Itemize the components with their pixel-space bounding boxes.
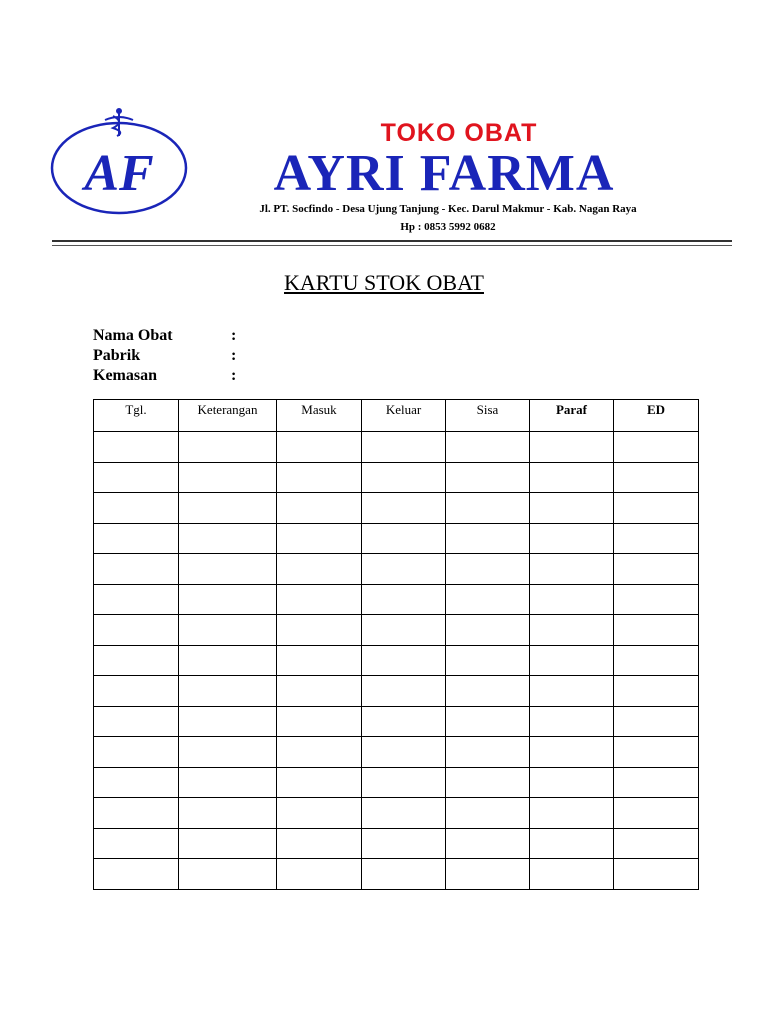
- table-cell: [530, 493, 614, 524]
- table-cell: [179, 706, 277, 737]
- table-cell: [179, 828, 277, 859]
- table-cell: [277, 828, 362, 859]
- table-cell: [446, 584, 530, 615]
- field-label: Pabrik: [93, 347, 141, 364]
- table-cell: [179, 432, 277, 463]
- table-cell: [530, 676, 614, 707]
- table-cell: [530, 523, 614, 554]
- table-row: [94, 859, 699, 890]
- header-paraf: Paraf: [530, 400, 614, 432]
- table-cell: [277, 615, 362, 646]
- shop-address: Jl. PT. Socfindo - Desa Ujung Tanjung - Kec. Darul Makmur - Kab. Nagan Raya: [259, 203, 637, 215]
- table-cell: [362, 432, 446, 463]
- table-cell: [179, 615, 277, 646]
- table-cell: [614, 462, 699, 493]
- table-cell: [614, 493, 699, 524]
- header-tgl: Tgl.: [94, 400, 179, 432]
- table-cell: [94, 462, 179, 493]
- field-label: Nama Obat: [93, 327, 173, 344]
- table-cell: [362, 615, 446, 646]
- table-cell: [530, 615, 614, 646]
- table-body: [94, 432, 699, 890]
- table-row: [94, 706, 699, 737]
- table-cell: [94, 554, 179, 585]
- pharmacy-logo: [49, 106, 191, 216]
- header-sisa: Sisa: [446, 400, 530, 432]
- table-cell: [614, 828, 699, 859]
- table-cell: [530, 462, 614, 493]
- table-cell: [94, 798, 179, 829]
- table-cell: [94, 737, 179, 768]
- table-cell: [614, 798, 699, 829]
- table-cell: [530, 584, 614, 615]
- table-cell: [614, 737, 699, 768]
- table-cell: [179, 676, 277, 707]
- table-cell: [277, 462, 362, 493]
- table-cell: [179, 859, 277, 890]
- table-cell: [446, 645, 530, 676]
- table-row: [94, 737, 699, 768]
- table-cell: [530, 798, 614, 829]
- table-row: [94, 828, 699, 859]
- letterhead-divider-thin: [52, 245, 732, 246]
- header-keterangan: Keterangan: [179, 400, 277, 432]
- table-cell: [179, 767, 277, 798]
- table-cell: [614, 645, 699, 676]
- field-kemasan: [93, 366, 236, 386]
- table-cell: [277, 432, 362, 463]
- table-cell: [94, 493, 179, 524]
- table-cell: [179, 645, 277, 676]
- logo-monogram: AF: [84, 145, 154, 202]
- table-cell: [614, 859, 699, 890]
- shop-type: TOKO OBAT: [380, 119, 538, 147]
- shop-name: AYRI FARMA: [273, 145, 615, 202]
- table-cell: [614, 554, 699, 585]
- table-cell: [530, 645, 614, 676]
- table-cell: [362, 554, 446, 585]
- table-cell: [530, 706, 614, 737]
- table-cell: [277, 676, 362, 707]
- table-cell: [94, 706, 179, 737]
- table-row: [94, 767, 699, 798]
- table-cell: [362, 767, 446, 798]
- table-cell: [277, 523, 362, 554]
- table-cell: [614, 706, 699, 737]
- table-row: [94, 554, 699, 585]
- table-cell: [446, 676, 530, 707]
- table-cell: [277, 798, 362, 829]
- stock-table: [93, 399, 699, 890]
- letterhead-divider: [52, 240, 732, 242]
- table-cell: [179, 523, 277, 554]
- table-cell: [446, 462, 530, 493]
- table-row: [94, 584, 699, 615]
- table-cell: [614, 584, 699, 615]
- table-cell: [277, 493, 362, 524]
- table-cell: [614, 676, 699, 707]
- table-row: [94, 645, 699, 676]
- table-cell: [530, 554, 614, 585]
- table-row: [94, 798, 699, 829]
- table-cell: [362, 706, 446, 737]
- table-cell: [277, 737, 362, 768]
- table-cell: [362, 798, 446, 829]
- table-cell: [362, 584, 446, 615]
- table-header-row: [94, 400, 699, 432]
- table-cell: [277, 645, 362, 676]
- table-cell: [94, 615, 179, 646]
- table-cell: [94, 828, 179, 859]
- table-cell: [446, 798, 530, 829]
- table-cell: [446, 432, 530, 463]
- table-cell: [94, 432, 179, 463]
- table-cell: [530, 737, 614, 768]
- header-masuk: Masuk: [277, 400, 362, 432]
- table-cell: [277, 554, 362, 585]
- field-label: Kemasan: [93, 367, 157, 384]
- table-cell: [94, 767, 179, 798]
- table-cell: [614, 432, 699, 463]
- table-row: [94, 462, 699, 493]
- table-cell: [94, 523, 179, 554]
- header-keluar: Keluar: [362, 400, 446, 432]
- table-cell: [179, 462, 277, 493]
- table-cell: [530, 828, 614, 859]
- table-cell: [277, 584, 362, 615]
- table-cell: [362, 859, 446, 890]
- table-cell: [614, 523, 699, 554]
- table-cell: [446, 767, 530, 798]
- table-cell: [362, 493, 446, 524]
- document-title: KARTU STOK OBAT: [284, 270, 484, 295]
- table-row: [94, 493, 699, 524]
- field-separator: :: [231, 327, 237, 344]
- table-cell: [614, 767, 699, 798]
- table-cell: [179, 798, 277, 829]
- table-cell: [94, 645, 179, 676]
- field-separator: :: [231, 367, 237, 384]
- field-separator: :: [231, 347, 237, 364]
- table-cell: [94, 676, 179, 707]
- table-cell: [362, 828, 446, 859]
- table-cell: [446, 859, 530, 890]
- table-row: [94, 676, 699, 707]
- table-row: [94, 523, 699, 554]
- field-nama-obat: [93, 326, 236, 346]
- table-cell: [446, 523, 530, 554]
- table-cell: [614, 615, 699, 646]
- table-row: [94, 615, 699, 646]
- table-cell: [94, 859, 179, 890]
- table-cell: [530, 432, 614, 463]
- table-cell: [446, 737, 530, 768]
- table-cell: [179, 554, 277, 585]
- header-ed: ED: [614, 400, 699, 432]
- table-cell: [362, 676, 446, 707]
- table-cell: [277, 859, 362, 890]
- table-cell: [362, 523, 446, 554]
- table-cell: [446, 493, 530, 524]
- table-cell: [362, 462, 446, 493]
- table-cell: [446, 615, 530, 646]
- table-cell: [179, 737, 277, 768]
- table-row: [94, 432, 699, 463]
- letterhead: [44, 88, 732, 238]
- table-cell: [362, 645, 446, 676]
- table-cell: [446, 554, 530, 585]
- table-cell: [277, 767, 362, 798]
- table-cell: [530, 859, 614, 890]
- table-cell: [446, 828, 530, 859]
- table-cell: [94, 584, 179, 615]
- field-pabrik: [93, 346, 236, 366]
- table-cell: [362, 737, 446, 768]
- shop-phone: Hp : 0853 5992 0682: [400, 221, 496, 233]
- table-cell: [530, 767, 614, 798]
- table-cell: [179, 493, 277, 524]
- table-cell: [179, 584, 277, 615]
- table-cell: [277, 706, 362, 737]
- table-cell: [446, 706, 530, 737]
